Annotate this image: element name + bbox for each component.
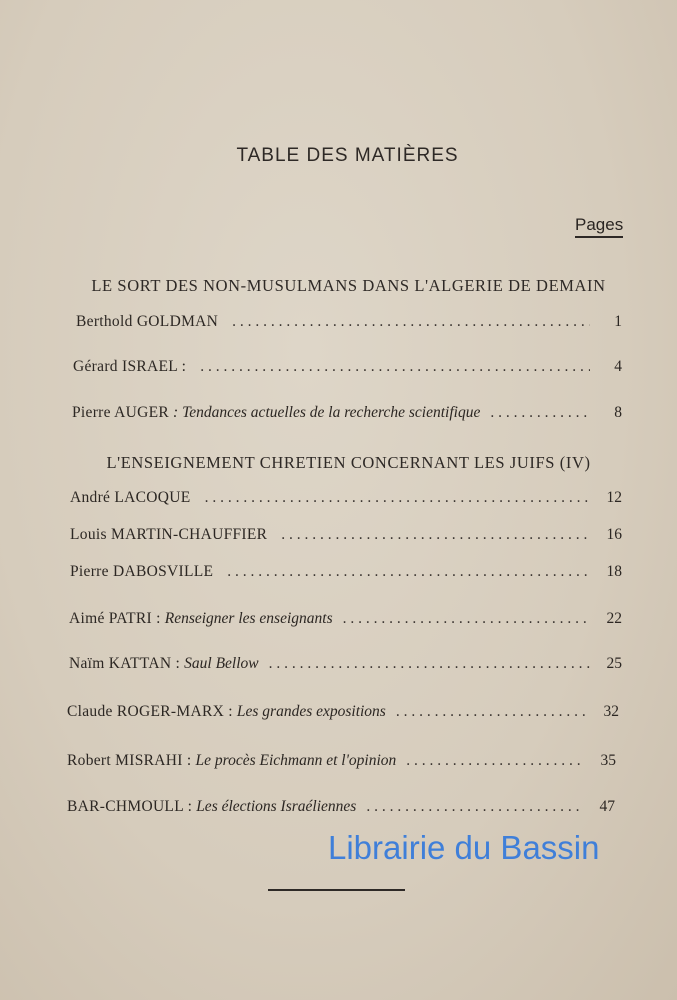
- entry-page-number: 32: [603, 703, 619, 720]
- dot-leader: [343, 610, 590, 628]
- dot-leader: [490, 404, 590, 422]
- dot-leader: [200, 358, 590, 376]
- entry-author: Claude ROGER-MARX :: [67, 703, 233, 720]
- dot-leader: [366, 798, 583, 816]
- entry-author: André LACOQUE: [70, 489, 191, 506]
- toc-entry: [67, 752, 616, 770]
- entry-topic: Renseigner les enseignants: [164, 610, 333, 627]
- toc-entry: [69, 655, 622, 673]
- entry-author: Gérard ISRAEL :: [73, 358, 187, 375]
- entry-author: Aimé PATRI :: [69, 610, 161, 627]
- entry-topic: Les élections Israéliennes: [196, 798, 357, 815]
- entry-author: Naïm KATTAN :: [69, 655, 181, 672]
- dot-leader: [269, 655, 590, 673]
- closing-rule: [268, 889, 405, 891]
- toc-entry: [70, 563, 622, 581]
- toc-entry: [67, 798, 615, 816]
- entry-page-number: 25: [606, 655, 622, 672]
- entry-page-number: 22: [606, 610, 622, 627]
- dot-leader: [396, 703, 587, 721]
- entry-page-number: 12: [606, 489, 622, 506]
- entry-author: Pierre DABOSVILLE: [70, 563, 214, 580]
- dot-leader: [406, 752, 584, 770]
- entry-topic: Saul Bellow: [184, 655, 259, 672]
- entry-page-number: 18: [606, 563, 622, 580]
- entry-topic: Les grandes expositions: [236, 703, 386, 720]
- toc-entry: [67, 703, 619, 721]
- section-heading: L'ENSEIGNEMENT CHRETIEN CONCERNANT LES JUIFS (IV): [106, 453, 591, 472]
- dot-leader: [281, 526, 590, 544]
- entry-author: Louis MARTIN-CHAUFFIER: [70, 526, 268, 543]
- toc-entry: [72, 404, 622, 422]
- toc-entry: [76, 313, 622, 331]
- entry-author: Robert MISRAHI :: [67, 752, 192, 769]
- entry-page-number: 35: [600, 752, 616, 769]
- entry-page-number: 16: [606, 526, 622, 543]
- toc-entry: [69, 610, 622, 628]
- entry-author: BAR-CHMOULL :: [67, 798, 193, 815]
- section-heading: LE SORT DES NON-MUSULMANS DANS L'ALGERIE DE DEMAIN: [91, 276, 606, 295]
- entry-author: Pierre AUGER: [72, 404, 170, 421]
- toc-entry: [70, 489, 622, 507]
- entry-page-number: 47: [599, 798, 615, 815]
- bookseller-watermark: Librairie du Bassin: [328, 829, 600, 866]
- dot-leader: [205, 489, 590, 507]
- entry-page-number: 1: [614, 313, 622, 330]
- dot-leader: [227, 563, 590, 581]
- entry-page-number: 8: [614, 404, 622, 421]
- entry-author: Berthold GOLDMAN: [76, 313, 219, 330]
- entry-page-number: 4: [614, 358, 622, 375]
- entry-topic: : Tendances actuelles de la recherche scientifique: [173, 404, 481, 421]
- entry-topic: Le procès Eichmann et l'opinion: [195, 752, 397, 769]
- toc-entry: [70, 526, 622, 544]
- toc-entry: [73, 358, 622, 376]
- pages-column-label: Pages: [575, 215, 623, 238]
- dot-leader: [232, 313, 590, 331]
- page-title: TABLE DES MATIÈRES: [236, 145, 459, 166]
